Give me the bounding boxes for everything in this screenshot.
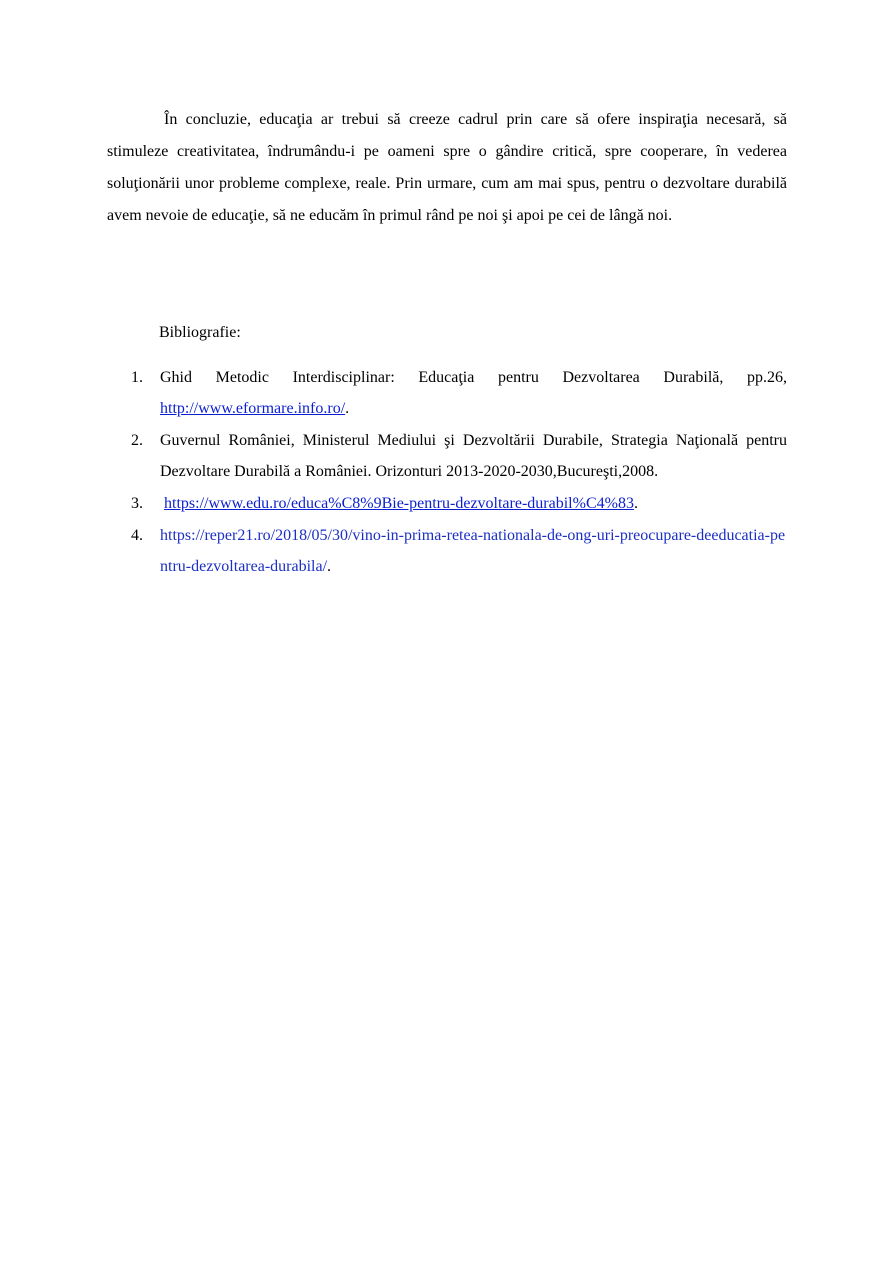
bibliography-link-edu[interactable]: https://www.edu.ro/educa%C8%9Bie-pentru-dezvoltare-durabil%C4%83: [164, 495, 634, 512]
bibliography-item-1: [131, 362, 787, 424]
bibliography-item-number: 4.: [131, 527, 143, 544]
bibliography-item-number: 2.: [131, 432, 143, 449]
bibliography-heading: Bibliografie:: [159, 324, 241, 341]
bibliography-item-suffix: .: [327, 558, 332, 575]
bibliography-item-text: Ghid Metodic Interdisciplinar: Educaţia pentru Dezvoltarea Durabilă, pp.26,: [160, 369, 787, 386]
bibliography-link-reper21[interactable]: https://reper21.ro/2018/05/30/vino-in-prima-retea-nationala-de-ong-uri-preocupare-deeducatia-pentru-dezvoltarea-durabila/: [160, 527, 786, 575]
bibliography-item-4: [131, 520, 787, 582]
bibliography-item-number: 1.: [131, 369, 143, 386]
conclusion-paragraph: În concluzie, educaţia ar trebui să creeze cadrul prin care să ofere inspiraţia necesară, să stimuleze creativitatea, îndrumându-i pe oameni spre o gândire critică, spre cooperare, în vederea soluţionării unor probleme complexe, reale. Prin urmare, cum am mai spus, pentru o dezvoltare durabilă avem nevoie de educaţie, să ne educăm în primul rând pe noi şi apoi pe cei de lângă noi.: [107, 111, 787, 224]
bibliography-item-suffix: .: [633, 495, 638, 512]
bibliography-item-3: [131, 488, 787, 519]
bibliography-item-text: Guvernul României, Ministerul Mediului şi Dezvoltării Durabile, Strategia Naţională pentru Dezvoltare Durabilă a României. Orizonturi 2013-2020-2030,Bucureşti,2008.: [160, 432, 787, 480]
bibliography-item-number: 3.: [131, 495, 143, 512]
bibliography-list: [131, 362, 787, 583]
bibliography-link-eformare[interactable]: http://www.eformare.info.ro/: [160, 400, 346, 417]
bibliography-item-suffix: .: [345, 400, 350, 417]
bibliography-item-2: [131, 425, 787, 487]
